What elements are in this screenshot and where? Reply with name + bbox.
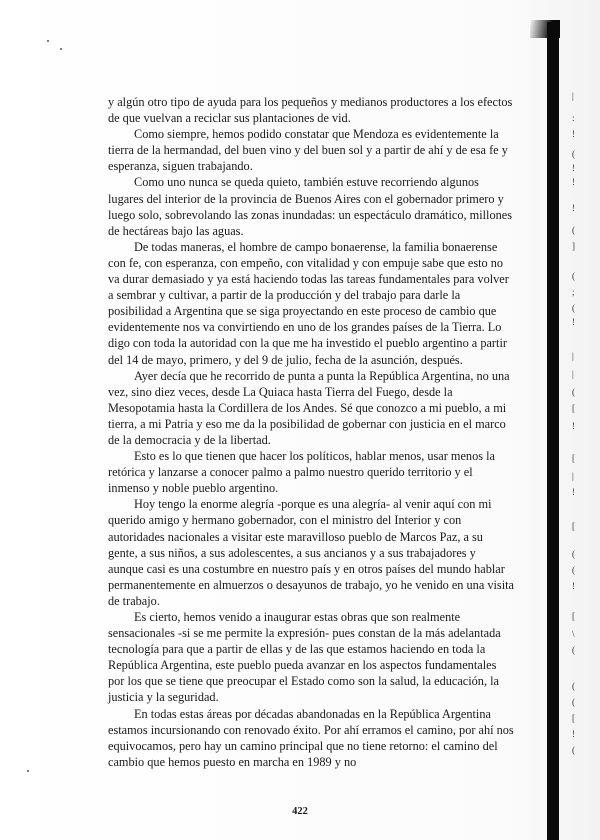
paragraph: y algún otro tipo de ayuda para los pequeños y medianos productores a los efectos de que vuelvan a reciclar sus plantaciones de vid. [108, 95, 513, 126]
page-number: 422 [292, 806, 308, 817]
scan-speck [27, 770, 29, 772]
scan-speck [60, 48, 62, 50]
book-spine [547, 22, 559, 840]
paragraph: Ayer decía que he recorrido de punta a punta la República Argentina, no una vez, sino diez veces, desde La Quiaca hasta Tierra del Fuego, desde la Mesopotamia hasta la Cordillera de los Andes. Sé que conozco a mi pueblo, a mi tierra, a mi Patria y eso me da la posibilidad de gobernar con justicia en el marco de la democracia y de la libertad. [108, 368, 510, 447]
paragraph: De todas maneras, el hombre de campo bonaerense, la familia bonaerense con fe, con esperanza, con empeño, con vitalidad y con empuje sabe que esto no va durar demasiado y ya está haciendo todas las tareas fundamentales para volver a sembrar y cultivar, a partir de la producción y del trabajo para darle la posibilidad a Argentina que se siga proyectando en este proceso de cambio que evidentemente nos va convirtiendo en uno de los grandes países de la Tierra. Lo digo con toda la autoridad con la que me ha investido el pueblo argentino a partir del 14 de mayo, primero, y del 9 de julio, fecha de la asunción, después. [108, 239, 509, 367]
scan-speck [47, 40, 49, 42]
paragraph: Como siempre, hemos podido constatar que Mendoza es evidentemente la tierra de la hermandad, del buen vino y del buen sol y a partir de ahí y de esa fe y esperanza, siguen trabajando. [108, 127, 508, 174]
paragraph: Es cierto, hemos venido a inaugurar estas obras que son realmente sensacionales -si se me permite la expresión- pues constan de la más adelantada tecnología para que a partir de ellas y de las que estamos haciendo en toda la República Argentina, este pueblo pueda avanzar en los aspectos fundamentales por los que se tiene que preocupar el Estado como son la salud, la educación, la justicia y la seguridad. [108, 610, 501, 705]
document-page: | : ! ( ! ! ! ( ] ( ; ( ! | | ( [ ! [ | ! [ ( ( ! [ \ ( ( ( [ ! ( y algún otro tipo de ayuda para los pequeños y medianos productores a los efectos de que vuelvan a reciclar sus plantaciones de vid. Como siempre, hemos podido constatar que Mendoza es evidentemente la tierra de la hermandad, del buen vino y del buen sol y a partir de ahí y de esa fe y esperanza, siguen trabajando. Como uno nunca se queda quieto, también estuve recorriendo algunos lugares del interior de la provincia de Buenos Aires con el gobernador primero y luego solo, sobrevolando las zonas inundadas: un espectáculo dramático, millones de hectáreas bajo las aguas. De todas maneras, el hombre de campo bonaerense, la familia bonaerense con fe, con esperanza, con empeño, con vitalidad y con empuje sabe que esto no va durar demasiado y ya está haciendo todas las tareas fundamentales para volver a sembrar y cultivar, a partir de la producción y del trabajo para darle la posibilidad a Argentina que se siga proyectando en este proceso de cambio que evidentemente nos va convirtiendo en uno de los grandes países de la Tierra. Lo digo con toda la autoridad con la que me ha investido el pueblo argentino a partir del 14 de mayo, primero, y del 9 de julio, fecha de la asunción, después. Ayer decía que he recorrido de punta a punta la República Argentina, no una vez, sino diez veces, desde La Quiaca hasta Tierra del Fuego, desde la Mesopotamia hasta la Cordillera de los Andes. Sé que conozco a mi pueblo, a mi tierra, a mi Patria y eso me da la posibilidad de gobernar con justicia en el marco de la democracia y de la libertad. Esto es lo que tienen que hacer los políticos, hablar menos, usar menos la retórica y lanzarse a conocer palmo a palmo nuestro querido territorio y el inmenso y noble pueblo argentino. Hoy tengo la enorme alegría -porque es una alegría- al venir aquí con mi querido amigo y hermano gobernador, con el ministro del Interior y con autoridades nacionales a visitar este maravilloso pueblo de Marcos Paz, a su gente, a sus niños, a sus adolescentes, a sus ancianos y a sus trabajadores y aunque casi es una costumbre en nuestro país y en otros países del mundo hablar permanentemente en almuerzos o desayunos de trabajo, yo he venido en una visita de trabajo. Es cierto, hemos venido a inaugurar estas obras que son realmente sensacionales -si se me permite la expresión- pues constan de la más adelantada tecnología para que a partir de ellas y de las que estamos haciendo en toda la República Argentina, este pueblo pueda avanzar en los aspectos fundamentales por los que se tiene que preocupar el Estado como son la salud, la educación, la justicia y la seguridad. En todas estas áreas por décadas abandonadas en la República Argentina estamos incursionando con renovado éxito. Por ahí erramos el camino, por ahí nos equivocamos, pero hay un camino principal que no tiene retorno: el camino del cambio que hemos puesto en marcha en 1989 y no 422 [0, 0, 600, 840]
paragraph: Como uno nunca se queda quieto, también estuve recorriendo algunos lugares del interior de la provincia de Buenos Aires con el gobernador primero y luego solo, sobrevolando las zonas inundadas: un espectáculo dramático, millones de hectáreas bajo las aguas. [108, 175, 512, 238]
paragraph: En todas estas áreas por décadas abandonadas en la República Argentina estamos incursionando con renovado éxito. Por ahí erramos el camino, por ahí nos equivocamos, pero hay un camino principal que no tiene retorno: el camino del cambio que hemos puesto en marcha en 1989 y no [108, 706, 514, 769]
body-text [108, 94, 514, 770]
paragraph: Esto es lo que tienen que hacer los políticos, hablar menos, usar menos la retórica y lanzarse a conocer palmo a palmo nuestro querido territorio y el inmenso y noble pueblo argentino. [108, 449, 495, 496]
paragraph: Hoy tengo la enorme alegría -porque es una alegría- al venir aquí con mi querido amigo y hermano gobernador, con el ministro del Interior y con autoridades nacionales a visitar este maravilloso pueblo de Marcos Paz, a su gente, a sus niños, a sus adolescentes, a sus ancianos y a sus trabajadores y aunque casi es una costumbre en nuestro país y en otros países del mundo hablar permanentemente en almuerzos o desayunos de trabajo, yo he venido en una visita de trabajo. [108, 497, 515, 608]
